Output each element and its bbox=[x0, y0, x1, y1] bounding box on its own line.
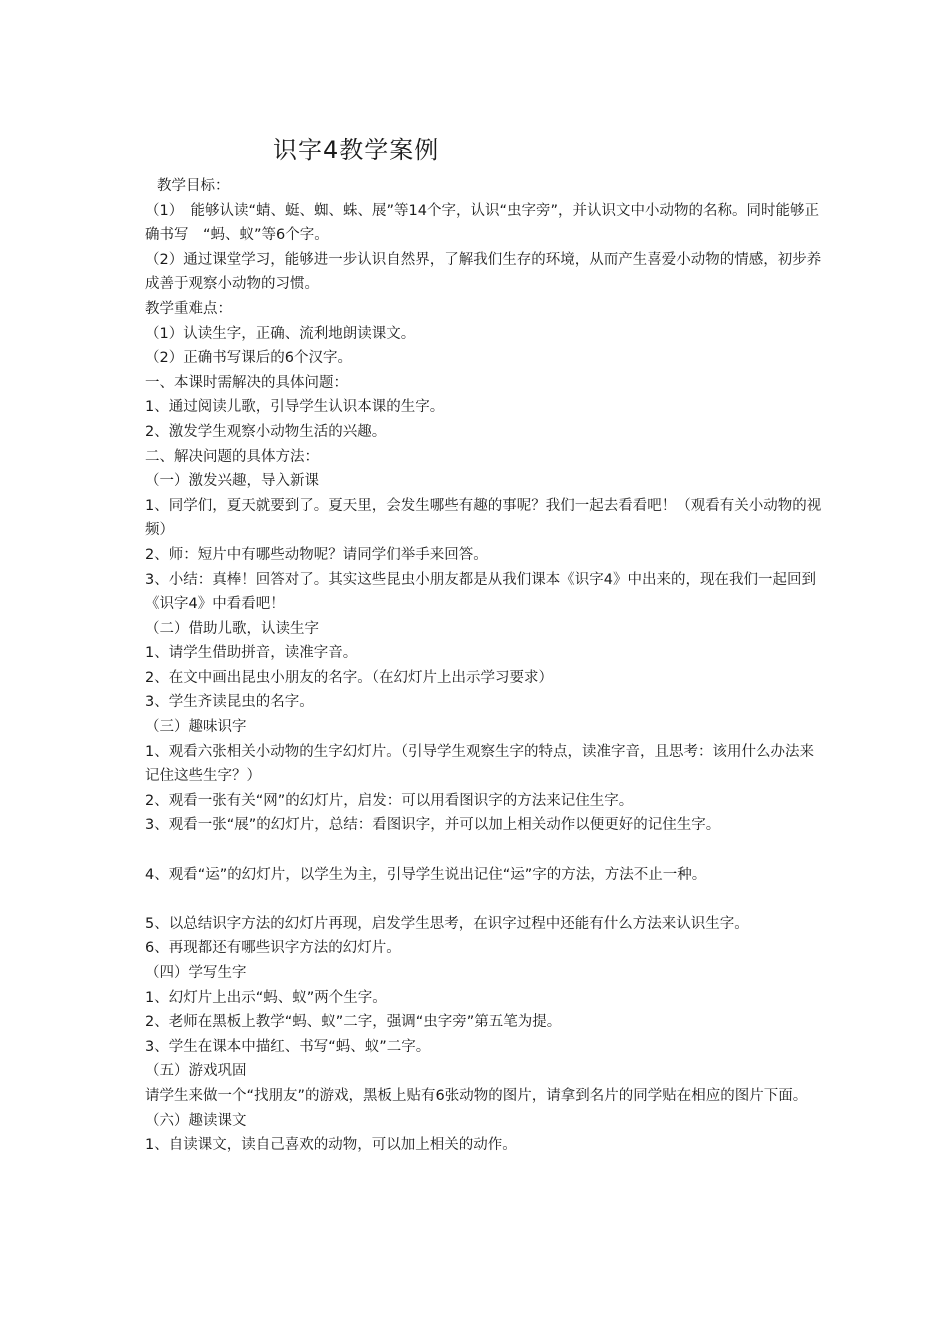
paragraph: 二、解决问题的具体方法： bbox=[145, 448, 319, 465]
paragraph: 1、同学们，夏天就要到了。夏天里，会发生哪些有趣的事呢？我们一起去看看吧！（观看有关小动物的视频） bbox=[145, 497, 822, 539]
paragraph: 2、在文中画出昆虫小朋友的名字。（在幻灯片上出示学习要求） bbox=[145, 669, 553, 686]
paragraph: （一）激发兴趣，导入新课 bbox=[145, 473, 319, 490]
paragraph: （四）学写生字 bbox=[145, 965, 247, 981]
blank-line bbox=[145, 838, 825, 863]
paragraph: （1）认读生字，正确、流利地朗读课文。 bbox=[145, 325, 416, 342]
paragraph: 3、小结：真棒！回答对了。其实这些昆虫小朋友都是从我们课本《识字4》中出来的，现在我们一起回到《识字4》中看看吧！ bbox=[145, 571, 816, 613]
paragraph: （五）游戏巩固 bbox=[145, 1063, 247, 1080]
paragraph: （2）通过课堂学习，能够进一步认识自然界，了解我们生存的环境，从而产生喜爱小动物的情感，初步养成善于观察小动物的习惯。 bbox=[145, 251, 822, 293]
paragraph: （2）正确书写课后的6个汉字。 bbox=[145, 350, 352, 367]
paragraph: 教学重难点： bbox=[145, 300, 232, 317]
paragraph: 一、本课时需解决的具体问题： bbox=[145, 374, 348, 391]
paragraph: 3、学生在课本中描红、书写“蚂、蚁”二字。 bbox=[145, 1038, 431, 1055]
blank-line bbox=[145, 887, 825, 912]
paragraph: 5、以总结识字方法的幻灯片再现，启发学生思考，在识字过程中还能有什么方法来认识生字。 bbox=[145, 915, 749, 932]
paragraph: 1、观看六张相关小动物的生字幻灯片。（引导学生观察生字的特点，读准字音，且思考：该用什么办法来记住这些生字？） bbox=[145, 743, 814, 785]
paragraph: 3、观看一张“展”的幻灯片，总结：看图识字，并可以加上相关动作以便更好的记住生字。 bbox=[145, 817, 721, 834]
document-body bbox=[145, 174, 825, 1158]
paragraph: 6、再现都还有哪些识字方法的幻灯片。 bbox=[145, 940, 401, 957]
paragraph: 1、幻灯片上出示“蚂、蚁”两个生字。 bbox=[145, 989, 387, 1006]
paragraph: （1） 能够认读“蜻、蜓、蜘、蛛、展”等14个字，认识“虫字旁”，并认识文中小动物的名称。同时能够正确书写 “蚂、蚁”等6个字。 bbox=[145, 202, 819, 244]
paragraph: 1、请学生借助拼音，读准字音。 bbox=[145, 645, 358, 662]
paragraph: 4、观看“运”的幻灯片，以学生为主，引导学生说出记住“运”字的方法，方法不止一种。 bbox=[145, 866, 707, 883]
paragraph: 1、通过阅读儿歌，引导学生认识本课的生字。 bbox=[145, 399, 445, 416]
paragraph: 1、自读课文，读自己喜欢的动物，可以加上相关的动作。 bbox=[145, 1137, 517, 1154]
paragraph: 教学目标： bbox=[157, 178, 230, 194]
paragraph: （六）趣读课文 bbox=[145, 1112, 247, 1129]
paragraph: （三）趣味识字 bbox=[145, 719, 247, 736]
paragraph: 2、观看一张有关“网”的幻灯片，启发：可以用看图识字的方法来记住生字。 bbox=[145, 792, 634, 809]
paragraph: 2、老师在黑板上教学“蚂、蚁”二字，强调“虫字旁”第五笔为提。 bbox=[145, 1014, 562, 1031]
paragraph: 请学生来做一个“找朋友”的游戏，黑板上贴有6张动物的图片，请拿到名片的同学贴在相应的图片下面。 bbox=[145, 1087, 808, 1104]
document-title: 识字4教学案例 bbox=[273, 136, 440, 164]
paragraph: （二）借助儿歌，认读生字 bbox=[145, 620, 319, 637]
paragraph: 3、学生齐读昆虫的名字。 bbox=[145, 694, 314, 711]
paragraph: 2、师：短片中有哪些动物呢？请同学们举手来回答。 bbox=[145, 546, 488, 563]
paragraph: 2、激发学生观察小动物生活的兴趣。 bbox=[145, 423, 387, 440]
